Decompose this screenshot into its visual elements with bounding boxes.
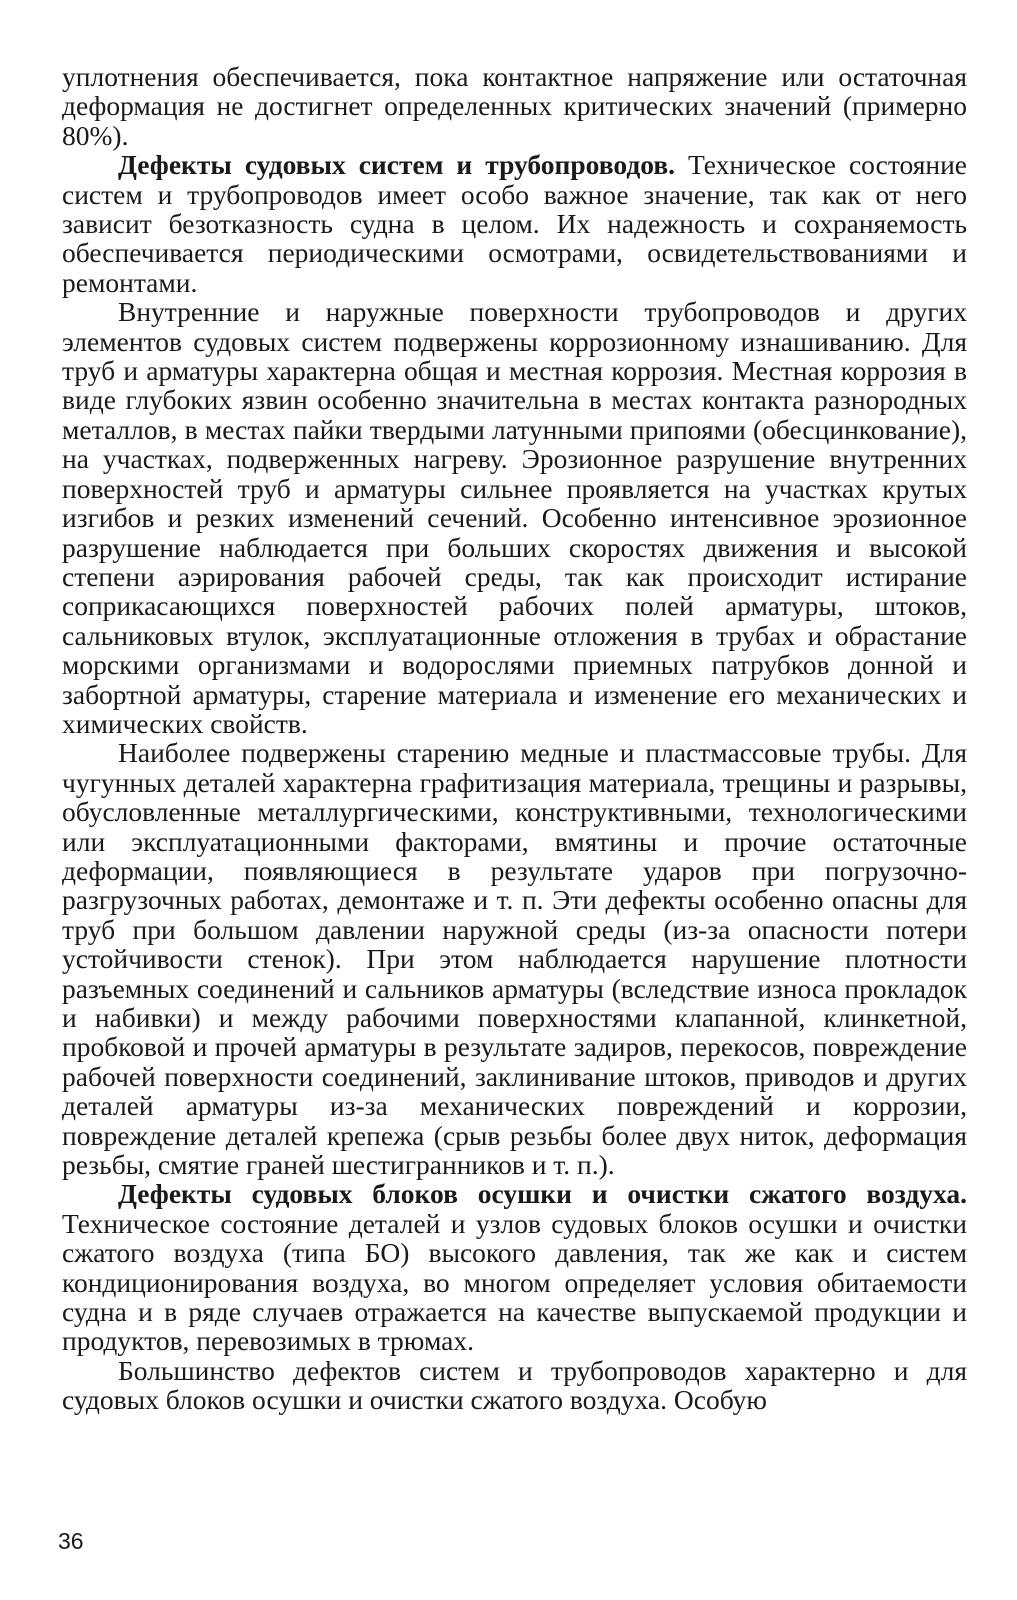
paragraph-continuation <box>62 62 967 150</box>
page-body <box>62 62 967 1415</box>
run-in-heading-air-drying: Дефекты судовых блоков осушки и очистки сжатого воздуха. <box>118 1178 967 1210</box>
paragraph-aging <box>62 738 967 1179</box>
paragraph-common-defects <box>62 1356 967 1415</box>
paragraph-corrosion <box>62 297 967 738</box>
paragraph-text: Наиболее подвержены старению медные и пластмассовые трубы. Для чугунных деталей характерна графитизация материала, трещины и разрывы, обусловленные металлургическими, конструктивными, технологическими или эксплуатационными факторами, вмятины и прочие остаточные деформации, появляющиеся в результате ударов при погрузочно-разгрузочных работах, демонтаже и т. п. Эти дефекты особенно опасны для труб при большом давлении наружной среды (из-за опасности потери устойчивости стенок). При этом наблюдается нарушение плотности разъемных соединений и сальников арматуры (вследствие износа прокладок и набивки) и между рабочими поверхностями клапанной, клинкетной, пробковой и прочей арматуры в результате задиров, перекосов, повреждение рабочей поверхности соединений, заклинивание штоков, приводов и других деталей арматуры из-за механических повреждений и коррозии, повреждение деталей крепежа (срыв резьбы более двух ниток, деформация резьбы, смятие граней шестигранников и т. п.). <box>62 737 967 1181</box>
paragraph-air-drying-units <box>62 1179 967 1355</box>
run-in-heading-ship-systems: Дефекты судовых систем и трубопроводов. <box>118 149 676 181</box>
paragraph-text: Техническое состояние деталей и узлов судовых блоков осушки и очистки сжатого воздуха (типа БО) высокого давления, так же как и систем кондиционирования воздуха, во многом определяет условия обитаемости судна и в ряде случаев отражается на качестве выпускаемой продукции и продуктов, перевозимых в трюмах. <box>62 1207 967 1357</box>
paragraph-text: Большинство дефектов систем и трубопроводов характерно и для судовых блоков осушки и очистки сжатого воздуха. Особую <box>62 1354 967 1416</box>
page-number: 36 <box>58 1528 84 1554</box>
paragraph-text: уплотнения обеспечивается, пока контактное напряжение или остаточная деформация не достигнет определенных критических значений (примерно 80%). <box>62 61 967 151</box>
paragraph-text: Внутренние и наружные поверхности трубопроводов и других элементов судовых систем подвержены коррозионному изнашиванию. Для труб и арматуры характерна общая и местная коррозия. Местная коррозия в виде глубоких язвин особенно значительна в местах контакта разнородных металлов, в местах пайки твердыми латунными припоями (обесцинкование), на участках, подверженных нагреву. Эрозионное разрушение внутренних поверхностей труб и арматуры сильнее проявляется на участках крутых изгибов и резких изменений сечений. Особенно интенсивное эрозионное разрушение наблюдается при больших скоростях движения и высокой степени аэрирования рабочей среды, так как происходит истирание соприкасающихся поверхностей рабочих полей арматуры, штоков, сальниковых втулок, эксплуатационные отложения в трубах и обрастание морскими организмами и водорослями приемных патрубков донной и забортной арматуры, старение материала и изменение его механических и химических свойств. <box>62 296 967 739</box>
paragraph-text: Техническое состояние систем и трубопроводов имеет особо важное значение, так как от него зависит безотказность судна в целом. Их надежность и сохраняемость обеспечивается периодическими осмотрами, освидетельствованиями и ремонтами. <box>62 149 967 298</box>
paragraph-ship-systems-defects <box>62 150 967 297</box>
